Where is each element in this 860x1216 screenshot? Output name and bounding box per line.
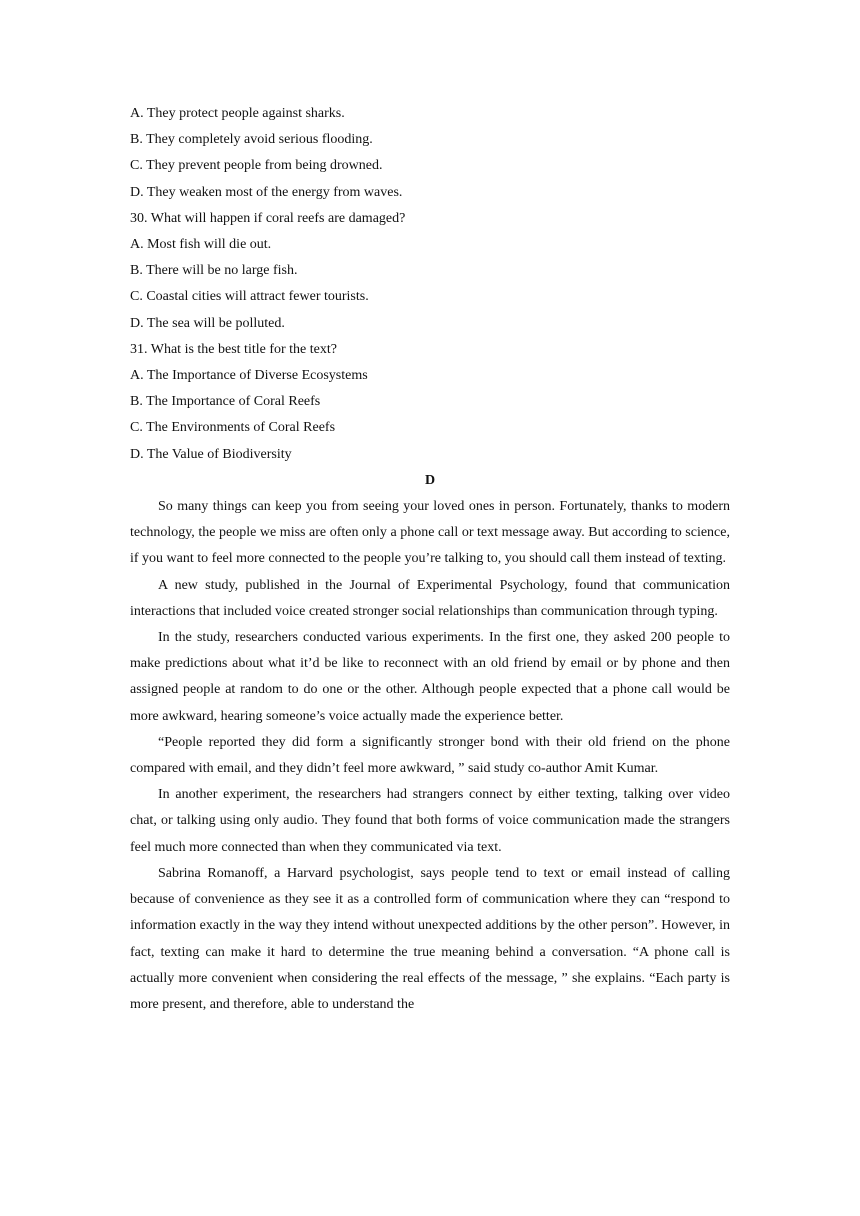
q30-option-d: D. The sea will be polluted. — [130, 315, 285, 331]
q30-question: 30. What will happen if coral reefs are damaged? — [130, 210, 406, 226]
q29-option-a: A. They protect people against sharks. — [130, 106, 345, 121]
q29-option-d: D. They weaken most of the energy from waves. — [130, 184, 403, 200]
passage-paragraph-2: A new study, published in the Journal of Experimental Psychology, found that communication interactions that included voice created stronger social relationships than communication through typing. — [130, 577, 730, 619]
passage-paragraph-1: So many things can keep you from seeing your loved ones in person. Fortunately, thanks to modern technology, the people we miss are often only a phone call or text message away. But according to science, if you want to feel more connected to the people you’re talking to, you should call them instead of texting. — [130, 499, 730, 567]
q31-option-d: D. The Value of Biodiversity — [130, 446, 292, 462]
document-page — [130, 101, 730, 1018]
section-d-heading: D — [424, 472, 436, 488]
passage-paragraph-4: “People reported they did form a significantly stronger bond with their old friend on the phone compared with email, and they didn’t feel more awkward, ” said study co-author Amit Kumar. — [130, 734, 730, 777]
q30-option-a: A. Most fish will die out. — [130, 237, 272, 253]
q31-question: 31. What is the best title for the text? — [130, 341, 337, 357]
passage-paragraph-3: In the study, researchers conducted various experiments. In the first one, they asked 200 people to make predictions about what it’d be like to reconnect with an old friend by email or by phone and then assigned people at random to do one or the other. Although people expected that a phone call would be more awkward, hearing someone’s voice actually made the experience better. — [130, 630, 730, 724]
q29-option-b: B. They completely avoid serious flooding. — [130, 132, 373, 148]
passage-paragraph-5: In another experiment, the researchers had strangers connect by either texting, talking over video chat, or talking using only audio. They found that both forms of voice communication made the strangers feel much more connected than when they communicated via text. — [130, 787, 730, 855]
q29-option-c: C. They prevent people from being drowned. — [130, 158, 383, 174]
q30-option-c: C. Coastal cities will attract fewer tourists. — [130, 289, 369, 305]
passage-paragraph-6: Sabrina Romanoff, a Harvard psychologist, says people tend to text or email instead of calling because of convenience as they see it as a controlled form of communication where they can “respond to information exactly in the way they intend without unexpected additions by the other person”. However, in fact, texting can make it hard to determine the true meaning behind a conversation. “A phone call is actually more convenient when considering the real effects of the message, ” she explains. “Each party is more present, and therefore, able to understand the — [130, 865, 730, 1012]
q31-option-c: C. The Environments of Coral Reefs — [130, 420, 336, 436]
q31-option-a: A. The Importance of Diverse Ecosystems — [130, 368, 368, 384]
q31-option-b: B. The Importance of Coral Reefs — [130, 394, 321, 410]
q30-option-b: B. There will be no large fish. — [130, 263, 298, 279]
